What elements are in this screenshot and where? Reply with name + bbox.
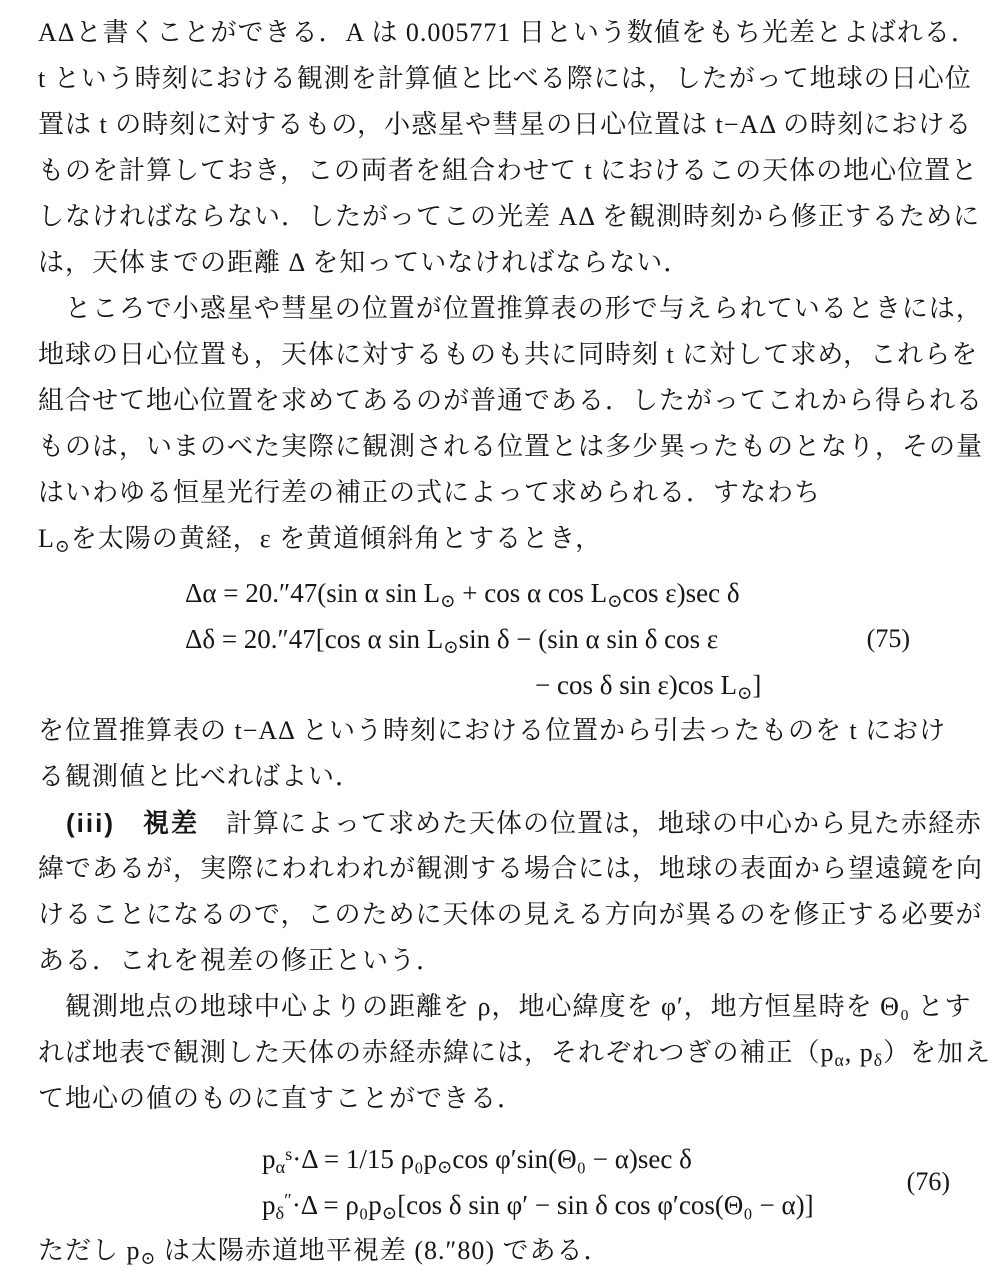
text-run: れば地表で観測した天体の赤経赤緯には，それぞれつぎの補正（p <box>38 1038 835 1067</box>
equation-75-line-1 <box>38 570 977 616</box>
text-line: はいわゆる恒星光行差の補正の式によって求められる．すなわち <box>38 478 822 507</box>
text-line <box>38 516 977 562</box>
text-run: 計算によって求めた天体の位置は，地球の中心から見た赤経赤 <box>199 809 983 838</box>
text-line <box>38 800 983 846</box>
text-line: けることになるので，このために天体の見える方向が異るのを修正する必要が <box>38 900 983 929</box>
equation-term: L <box>38 524 55 553</box>
text-line: ところで小惑星や彗星の位置が位置推算表の形で与えられているときには， <box>38 294 983 323</box>
text-line: t という時刻における観測を計算値と比べる際には，したがって地球の日心位 <box>38 64 972 93</box>
equation-76-line-2 <box>38 1182 977 1228</box>
equation-number-76: (76) <box>906 1167 950 1196</box>
text-line: は，天体までの距離 Δ を知っていなければならない． <box>38 248 691 277</box>
text-line <box>38 1030 992 1076</box>
equation-term: cos φ′sin(Θ₀ − α)sec δ <box>452 1144 692 1174</box>
equation-75-line-2 <box>38 616 977 662</box>
sun-symbol: ⊙ <box>607 591 623 612</box>
text-line: ものは，いまのべた実際に観測される位置とは多少異ったものとなり，その量 <box>38 432 984 461</box>
superscript-s: s <box>285 1143 293 1164</box>
text-line <box>38 1228 977 1274</box>
text-line: しなければならない．したがってこの光差 AΔ を観測時刻から修正するために <box>38 202 981 231</box>
text-line: 観測地点の地球中心よりの距離を ρ，地心緯度を φ′，地方恒星時を Θ₀ とす <box>38 992 972 1021</box>
equation-term: p <box>262 1190 276 1220</box>
text-line: る観測値と比べればよい． <box>38 762 363 791</box>
sun-symbol: ⊙ <box>54 535 71 556</box>
equation-term: − cos δ sin ε)cos L <box>535 670 738 700</box>
text-run: ただし p <box>38 1236 141 1265</box>
text-line: 組合せて地心位置を求めてあるのが普通である．したがってこれから得られる <box>38 386 984 415</box>
sun-symbol: ⊙ <box>440 591 456 612</box>
text-line: を位置推算表の t−AΔ という時刻における位置から引去ったものを t におけ <box>38 716 947 745</box>
equation-term: cos ε)sec δ <box>622 578 740 608</box>
equation-term: ·Δ = ρ₀p <box>291 1190 382 1220</box>
equation-term: Δα = 20.″47(sin α sin L <box>185 578 441 608</box>
text-line: ものを計算しておき，この両者を組合わせて t におけるこの天体の地心位置と <box>38 156 979 185</box>
text-line: AΔと書くことができる．A は 0.005771 日という数値をもち光差とよばれる． <box>38 18 978 47</box>
sun-symbol: ⊙ <box>437 1157 453 1178</box>
equation-term: Δδ = 20.″47[cos α sin L <box>185 624 444 654</box>
text-line: 地球の日心位置も，天体に対するものも共に同時刻 t に対して求め，これらを <box>38 340 979 369</box>
text-line: 置は t の時刻に対するもの，小惑星や彗星の日心位置は t−AΔ の時刻における <box>38 110 973 139</box>
equation-term: sin δ − (sin α sin δ cos ε <box>458 624 719 654</box>
equation-term: を太陽の黄経，ε を黄道傾斜角とするとき， <box>70 524 603 553</box>
equation-76 <box>38 1136 977 1228</box>
equation-term: + cos α cos L <box>455 578 608 608</box>
subscript-alpha: α <box>834 1049 845 1070</box>
equation-76-line-1 <box>38 1136 977 1182</box>
text-line: ある．これを視差の修正という． <box>38 946 444 975</box>
text-line: て地心の値のものに直すことができる． <box>38 1084 525 1113</box>
text-run: , p <box>844 1038 874 1067</box>
subscript-alpha: α <box>275 1157 286 1178</box>
equation-75-line-3 <box>38 662 977 708</box>
equation-75 <box>38 570 977 708</box>
superscript-double-prime: ″ <box>284 1189 292 1210</box>
text-run: ）を加え <box>883 1038 992 1067</box>
text-line: 緯であるが，実際にわれわれが観測する場合には，地球の表面から望遠鏡を向 <box>38 854 984 883</box>
subscript-delta: δ <box>873 1049 884 1070</box>
equation-term: ·Δ = 1/15 ρ₀p <box>292 1144 438 1174</box>
sun-symbol: ⊙ <box>140 1247 157 1268</box>
sun-symbol: ⊙ <box>737 683 753 704</box>
equation-term: [cos δ sin φ′ − sin δ cos φ′cos(Θ₀ − α)] <box>397 1190 814 1220</box>
equation-term: p <box>262 1144 276 1174</box>
sun-symbol: ⊙ <box>381 1203 398 1224</box>
equation-term: ] <box>752 670 762 700</box>
equation-number-75: (75) <box>866 624 910 653</box>
subscript-delta: δ <box>275 1203 285 1224</box>
sun-symbol: ⊙ <box>443 637 459 658</box>
parallax-section-heading: (iii) 視差 <box>38 808 199 838</box>
text-run: は太陽赤道地平視差 (8.″80) である． <box>156 1236 611 1265</box>
